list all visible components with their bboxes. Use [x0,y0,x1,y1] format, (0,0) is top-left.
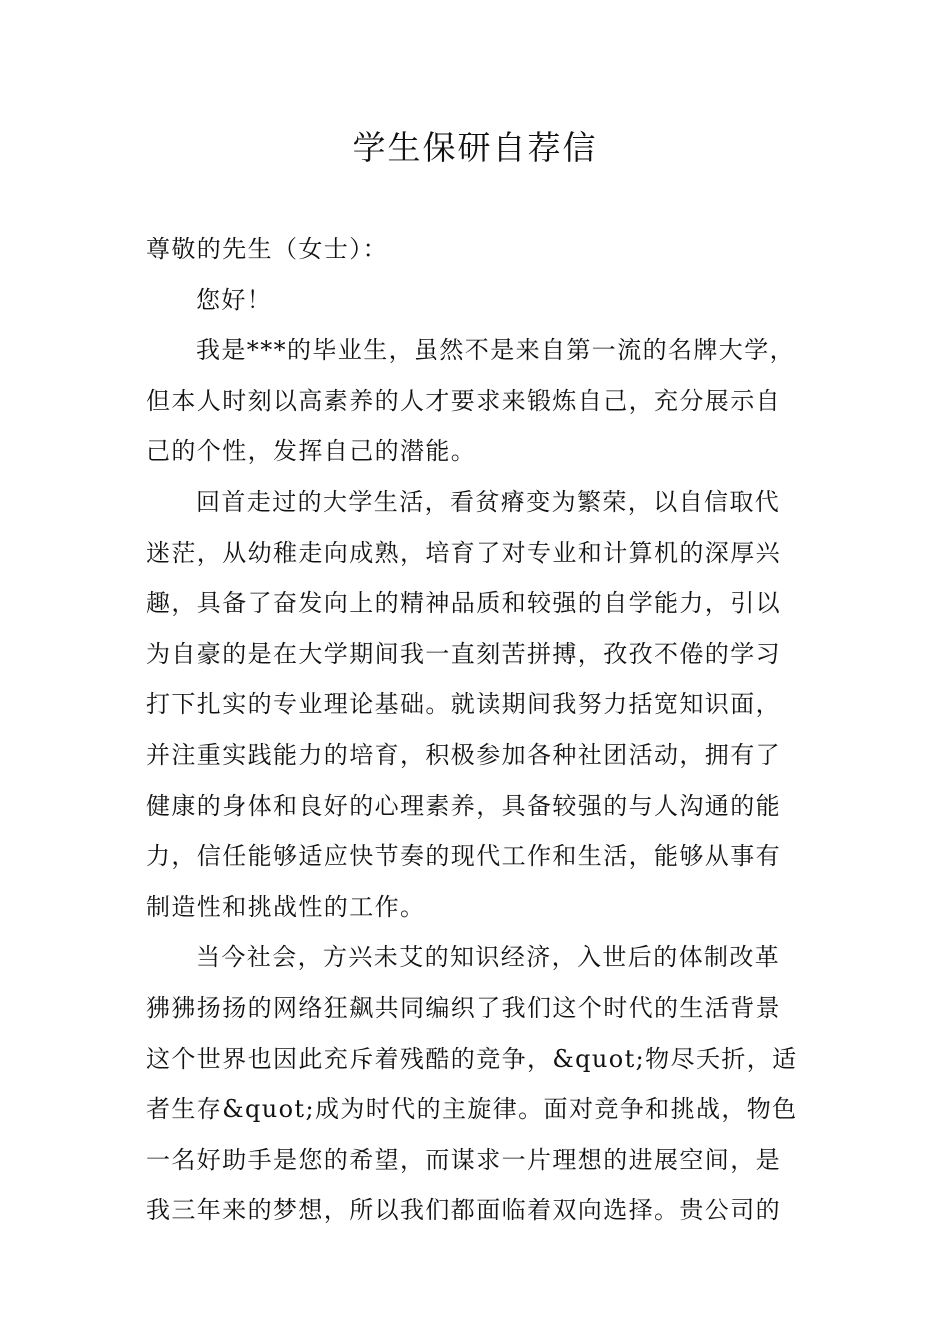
text-line: 一名好助手是您的希望，而谋求一片理想的进展空间，是 [146,1145,781,1174]
text-line: 打下扎实的专业理论基础。就读期间我努力括宽知识面， [146,690,781,719]
text-line: 趣，具备了奋发向上的精神品质和较强的自学能力，引以 [146,589,781,618]
greeting-line: 您好！ [196,285,273,314]
text-line: 我是***的毕业生，虽然不是来自第一流的名牌大学， [196,336,795,365]
text-line: 健康的身体和良好的心理素养，具备较强的与人沟通的能 [146,791,781,820]
text-line: 当今社会，方兴未艾的知识经济，入世后的体制改革 [196,943,781,972]
text-line: 狒狒扬扬的网络狂飙共同编织了我们这个时代的生活背景 [146,993,781,1022]
text-line: 力，信任能够适应快节奏的现代工作和生活，能够从事有 [146,842,781,871]
text-line: 但本人时刻以高素养的人才要求来锻炼自己，充分展示自 [146,386,781,415]
letter-body [146,224,806,1236]
salutation-line: 尊敬的先生（女士）： [146,235,388,263]
document-title: 学生保研自荐信 [352,128,598,167]
text-line: 者生存&quot;成为时代的主旋律。面对竞争和挑战，物色 [146,1095,798,1124]
text-line: 制造性和挑战性的工作。 [146,892,426,921]
text-line: 并注重实践能力的培育，积极参加各种社团活动，拥有了 [146,740,781,769]
text-line: 我三年来的梦想，所以我们都面临着双向选择。贵公司的 [146,1196,781,1225]
text-line: 为自豪的是在大学期间我一直刻苦拼搏，孜孜不倦的学习 [146,639,781,668]
text-line: 这个世界也因此充斥着残酷的竞争，&quot;物尽夭折，适 [146,1044,798,1073]
text-line: 回首走过的大学生活，看贫瘠变为繁荣，以自信取代 [196,487,781,516]
text-line: 己的个性，发挥自己的潜能。 [146,437,477,466]
text-line: 迷茫，从幼稚走向成熟，培育了对专业和计算机的深厚兴 [146,538,781,567]
